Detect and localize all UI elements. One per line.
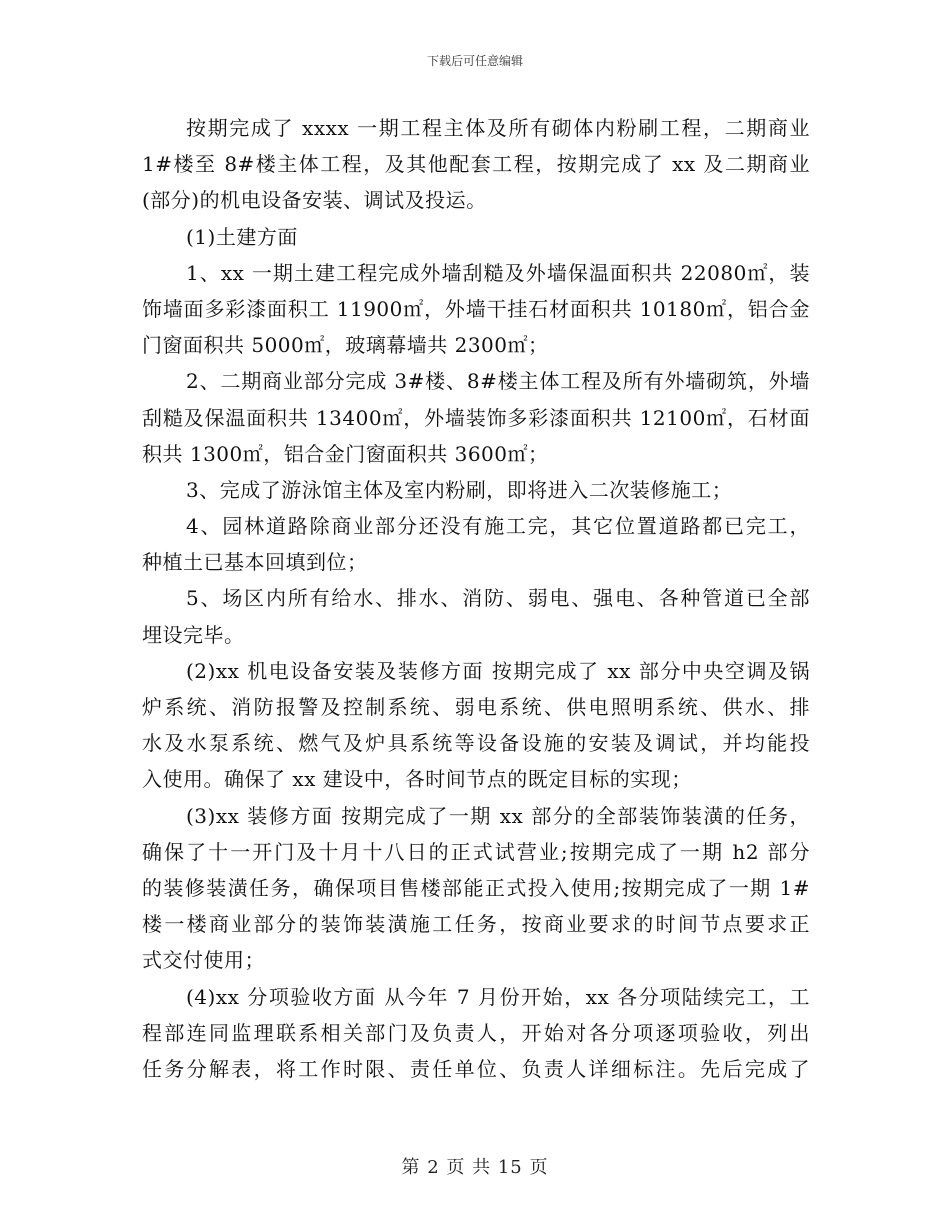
body-line: 确保了十一开门及十月十八日的正式试营业;按期完成了一期 h2 部分 [142, 839, 810, 864]
document-body [142, 110, 810, 1087]
body-line: 埋设完毕。 [142, 622, 245, 647]
body-line: 水及水泵系统、燃气及炉具系统等设备设施的安装及调试，并均能投 [142, 731, 810, 756]
body-line: (4)xx 分项验收方面 从今年 7 月份开始，xx 各分项陆续完工，工 [186, 984, 810, 1009]
section-heading: (1)土建方面 [186, 224, 298, 249]
page-number-footer: 第 2 页 共 15 页 [401, 1157, 549, 1178]
body-line: 饰墙面多彩漆面积工 11900㎡，外墙干挂石材面积共 10180㎡，铝合金 [142, 296, 810, 321]
body-line: 刮糙及保温面积共 13400㎡，外墙装饰多彩漆面积共 12100㎡，石材面 [142, 405, 810, 430]
body-line: 门窗面积共 5000㎡，玻璃幕墙共 2300㎡； [142, 333, 549, 358]
body-line: 2、二期商业部分完成 3#楼、8#楼主体工程及所有外墙砌筑，外墙 [186, 369, 810, 394]
body-line: 程部连同监理联系相关部门及负责人，开始对各分项逐项验收，列出 [142, 1020, 810, 1045]
body-line: 积共 1300㎡，铝合金门窗面积共 3600㎡； [142, 441, 549, 466]
body-line: 入使用。确保了 xx 建设中，各时间节点的既定目标的实现； [142, 767, 692, 792]
body-line: (3)xx 装修方面 按期完成了一期 xx 部分的全部装饰装潢的任务， [186, 803, 810, 828]
body-line: 炉系统、消防报警及控制系统、弱电系统、供电照明系统、供水、排 [142, 695, 810, 719]
body-line: 4、园林道路除商业部分还没有施工完，其它位置道路都已完工， [186, 514, 810, 539]
body-line: 楼一楼商业部分的装饰装潢施工任务，按商业要求的时间节点要求正 [142, 912, 810, 937]
page-header-note: 下载后可任意编辑 [426, 54, 523, 68]
body-line: 式交付使用； [142, 948, 265, 973]
body-line: 种植土已基本回填到位； [142, 550, 368, 575]
body-line: 3、完成了游泳馆主体及室内粉刷，即将进入二次装修施工； [186, 477, 733, 502]
body-line: 5、场区内所有给水、排水、消防、弱电、强电、各种管道已全部 [186, 586, 810, 611]
body-line: (部分)的机电设备安装、调试及投运。 [142, 188, 487, 213]
body-line: 1、xx 一期土建工程完成外墙刮糙及外墙保温面积共 22080㎡，装 [186, 260, 810, 285]
body-line: 任务分解表，将工作时限、责任单位、负责人详细标注。先后完成了 [142, 1056, 810, 1081]
body-line: (2)xx 机电设备安装及装修方面 按期完成了 xx 部分中央空调及锅 [186, 658, 810, 683]
body-line: 的装修装潢任务，确保项目售楼部能正式投入使用;按期完成了一期 1# [142, 875, 810, 900]
body-line: 1#楼至 8#楼主体工程，及其他配套工程，按期完成了 xx 及二期商业 [142, 152, 810, 177]
body-line: 按期完成了 xxxx 一期工程主体及所有砌体内粉刷工程，二期商业 [186, 116, 810, 140]
